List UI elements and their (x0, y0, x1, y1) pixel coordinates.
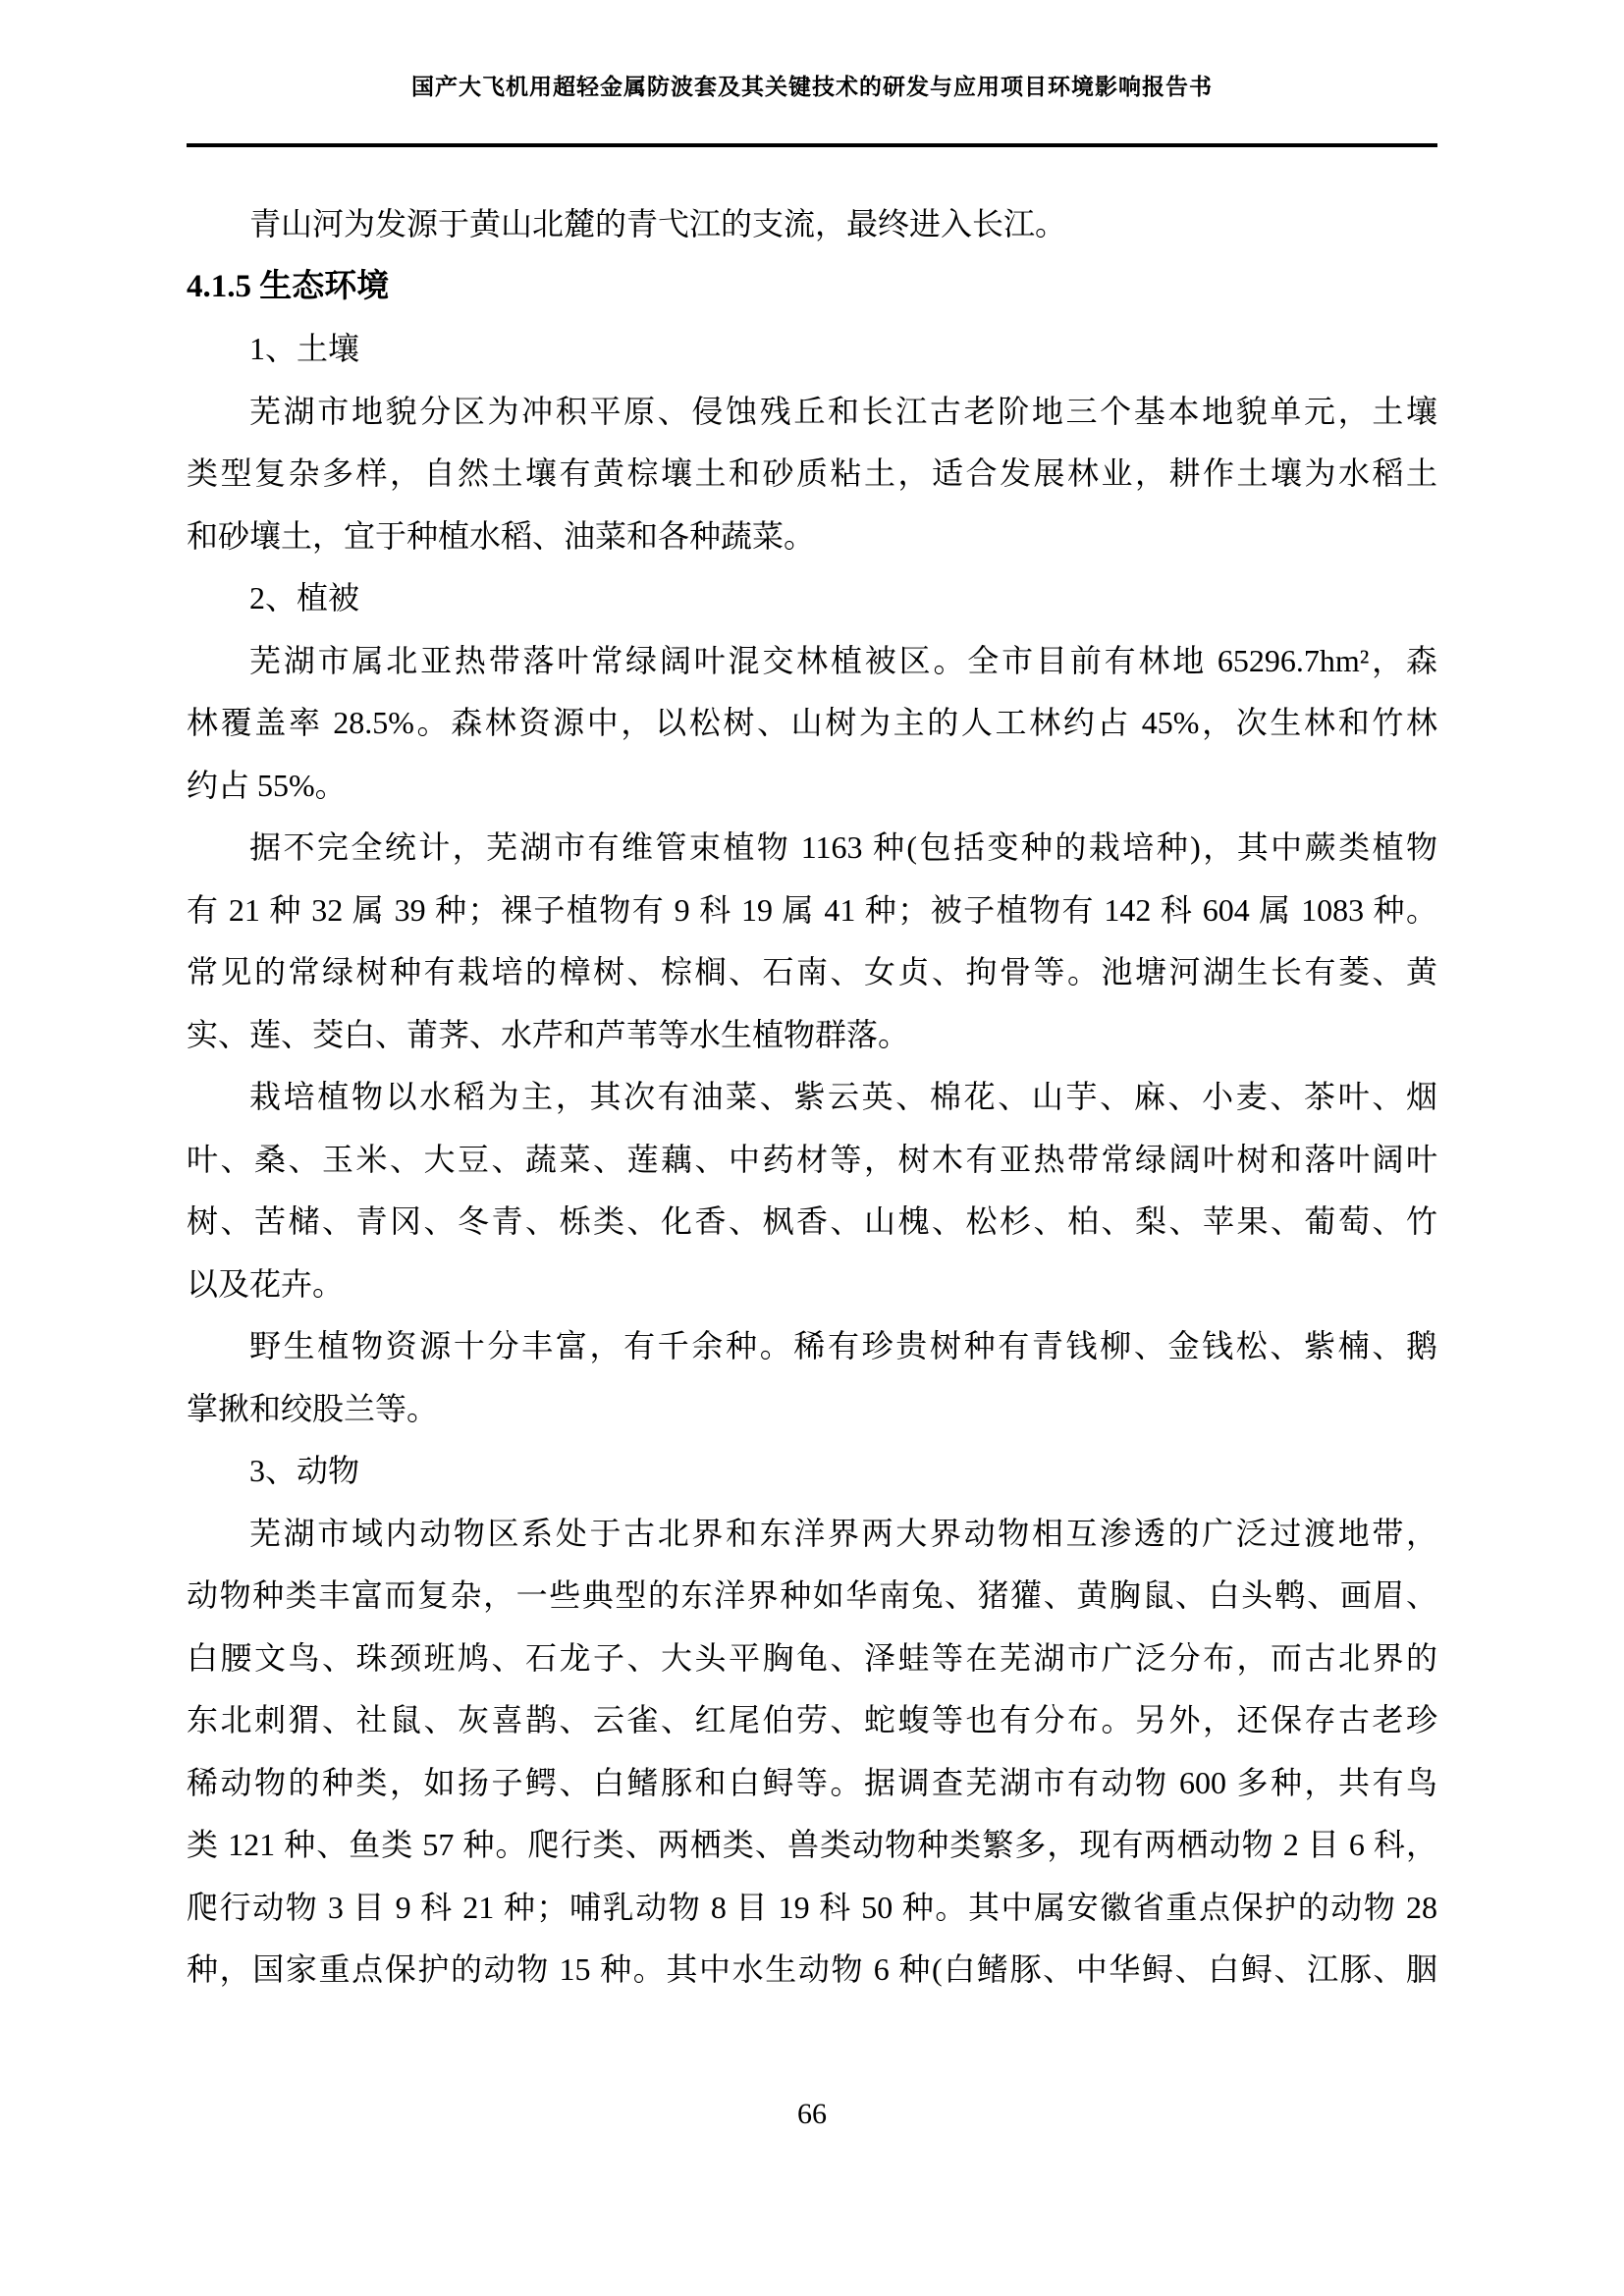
text-line: 芜湖市域内动物区系处于古北界和东洋界两大界动物相互渗透的广泛过渡地带， (249, 1515, 1437, 1551)
text-line: 常见的常绿树种有栽培的樟树、棕榈、石南、女贞、拘骨等。池塘河湖生长有菱、黄 (187, 954, 1437, 989)
text-line: 有 21 种 32 属 39 种；裸子植物有 9 科 19 属 41 种；被子植物有 142 科 604 属 1083 种。 (187, 891, 1437, 928)
paragraph (187, 1066, 1437, 1315)
text-line: 3、动物 (249, 1453, 360, 1488)
text-line: 实、莲、茭白、莆荠、水芹和芦苇等水生植物群落。 (187, 1016, 910, 1052)
text-line: 树、苦槠、青冈、冬青、栎类、化香、枫香、山槐、松杉、柏、梨、苹果、葡萄、竹 (187, 1203, 1437, 1239)
page-number: 66 (797, 2098, 827, 2130)
text-line: 叶、桑、玉米、大豆、蔬菜、莲藕、中药材等，树木有亚热带常绿阔叶树和落叶阔叶 (187, 1141, 1437, 1177)
text-line: 类型复杂多样，自然土壤有黄棕壤土和砂质粘土，适合发展林业，耕作土壤为水稻土 (187, 455, 1437, 491)
page-header (187, 73, 1437, 147)
paragraph (187, 630, 1437, 818)
text-line: 2、植被 (249, 580, 360, 615)
paragraph (187, 817, 1437, 1066)
text-line: 芜湖市地貌分区为冲积平原、侵蚀残丘和长江古老阶地三个基本地貌单元，土壤 (249, 393, 1437, 429)
text-line: 动物种类丰富而复杂，一些典型的东洋界种如华南兔、猪獾、黄胸鼠、白头鹎、画眉、 (187, 1577, 1437, 1613)
header-rule (187, 143, 1437, 147)
text-line: 青山河为发源于黄山北麓的青弋江的支流，最终进入长江。 (249, 206, 1067, 241)
text-line: 野生植物资源十分丰富，有千余种。稀有珍贵树种有青钱柳、金钱松、紫楠、鹅 (249, 1328, 1437, 1363)
text-line: 1、土壤 (249, 331, 360, 366)
text-line: 东北刺猬、社鼠、灰喜鹊、云雀、红尾伯劳、蛇蝮等也有分布。另外，还保存古老珍 (187, 1702, 1437, 1737)
text-line: 种，国家重点保护的动物 15 种。其中水生动物 6 种(白鳍豚、中华鲟、白鲟、江豚、胭 (187, 1951, 1437, 1987)
text-line: 栽培植物以水稻为主，其次有油菜、紫云英、棉花、山芋、麻、小麦、茶叶、烟 (249, 1079, 1437, 1114)
paragraph (187, 1315, 1437, 1440)
paragraph (187, 1440, 1437, 1503)
text-line: 芜湖市属北亚热带落叶常绿阔叶混交林植被区。全市目前有林地 65296.7hm²，森 (249, 642, 1437, 678)
text-line: 掌揪和绞股兰等。 (187, 1390, 439, 1426)
text-line: 林覆盖率 28.5%。森林资源中，以松树、山树为主的人工林约占 45%，次生林和竹林 (187, 705, 1437, 740)
report-title: 国产大飞机用超轻金属防波套及其关键技术的研发与应用项目环境影响报告书 (411, 75, 1213, 99)
text-line: 稀动物的种类，如扬子鳄、白鳍豚和白鲟等。据调查芜湖市有动物 600 多种，共有鸟 (187, 1764, 1437, 1800)
text-line: 以及花卉。 (187, 1265, 345, 1302)
section-heading: 4.1.5 生态环境 (187, 268, 390, 304)
page-footer (0, 2097, 1624, 2132)
text-line: 爬行动物 3 目 9 科 21 种；哺乳动物 8 目 19 科 50 种。其中属安徽省重点保护的动物 28 (187, 1889, 1437, 1925)
text-line: 类 121 种、鱼类 57 种。爬行类、两栖类、兽类动物种类繁多，现有两栖动物 2 目 6 科， (187, 1827, 1437, 1862)
text-line: 白腰文鸟、珠颈班鸠、石龙子、大头平胸龟、泽蛙等在芜湖市广泛分布，而古北界的 (187, 1639, 1437, 1676)
text-line: 约占 55%。 (187, 767, 347, 803)
text-line: 和砂壤土，宜于种植水稻、油菜和各种蔬菜。 (187, 517, 816, 554)
paragraph (187, 1503, 1437, 2002)
paragraph (187, 567, 1437, 630)
paragraph (187, 193, 1437, 256)
paragraph (187, 381, 1437, 568)
document-body (187, 193, 1437, 2002)
paragraph (187, 318, 1437, 381)
text-line: 据不完全统计，芜湖市有维管束植物 1163 种(包括变种的栽培种)，其中蕨类植物 (249, 829, 1437, 865)
